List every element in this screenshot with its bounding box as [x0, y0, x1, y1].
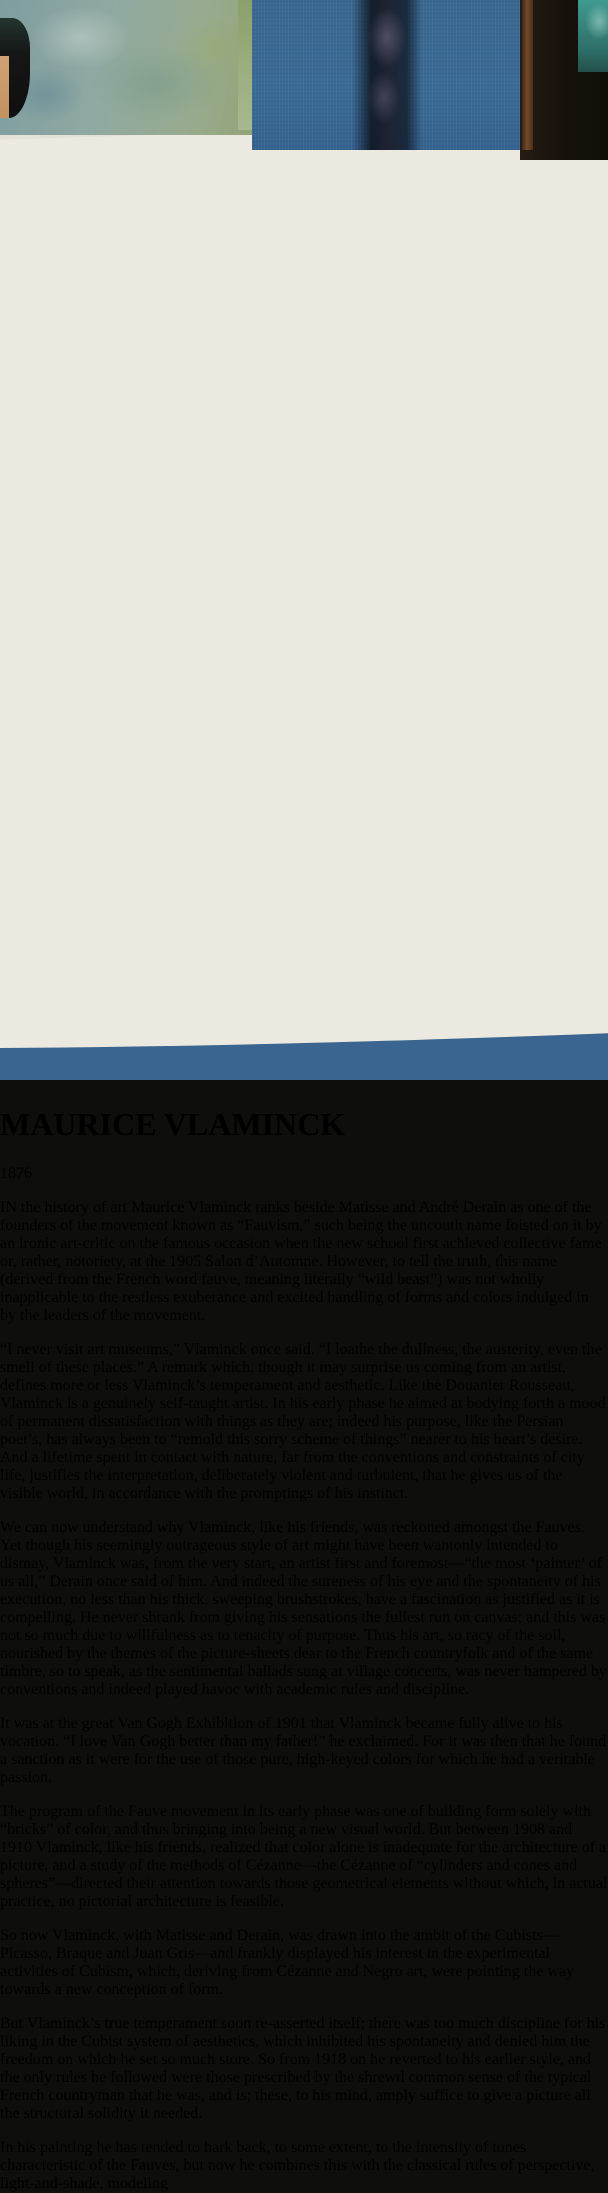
lead-paragraph-text: the history of art Maurice Vlaminck ranks beside Matisse and André Derain as one of the founders of the movement known as “Fauvism,” such being the uncouth name foisted on it by an ironic art-critic on the famous occasion when the new school first achieved collective fame or, rather, notoriety, at the 1905 Salon d’Automne. However, to tell the truth, this name (derived from the French word fauve, meaning literally “wild beast”) was not wholly inapplicable to the restless exuberance and excited handling of forms and colors indulged in by the leaders of the movement. [0, 1198, 602, 1324]
article-paragraph: We can now understand why Vlaminck, like his friends, was reckoned amongst the Fauves. Yet though his seemingly outrageous style of art might have been wantonly intended to dismay, Vlaminck was, from the very start, an artist first and foremost—“the most ‘painter’ of us all,” Derain once said of him. And indeed the sureness of his eye and the spontaneity of his execution, no less than his thick, sweeping brushstrokes, have a fascination as justified as it is compelling. He never shrank from giving his sensations the fullest run on canvas; and this was not so much due to willfulness as to tenacity of purpose. Thus his art, so racy of the soil, nourished by the themes of the picture-sheets dear to the French countryfolk and of the same timbre, so to speak, as the sentimental ballads sung at village concerts, was never hampered by conventions and indeed played havoc with academic rules and discipline. [0, 1518, 607, 1698]
painting-corner-top-right [578, 0, 608, 72]
article-paragraph: So now Vlaminck, with Matisse and Derain, was drawn into the ambit of the Cubists—Picasso, Braque and Juan Gris—and frankly displayed his interest in the experimental activities of Cubism, which, deriving from Cézanne and Negro art, were pointing the way towards a new conception of form. [0, 1926, 575, 1998]
page-title: MAURICE VLAMINCK [0, 1106, 346, 1143]
article-paragraph: It was at the great Van Gogh Exhibition of 1901 that Vlaminck became fully alive to his vocation. “I love Van Gogh better than my father!” he exclaimed. For it was then that he found a sanction as it were for the use of those pure, high-keyed colors for which he had a veritable passion. [0, 1714, 607, 1786]
printed-page-content [0, 1106, 608, 2192]
book-spine-shadow [352, 0, 422, 150]
publication-year: 1876 [0, 1164, 32, 1182]
article-paragraph: In his painting he has tended to hark back, to some extent, to the intensity of tones characteristic of the Fauves, but now he combines this with the classical rules of perspective, light-and-shade, modeling [0, 2138, 595, 2192]
article-paragraph: “I never visit art museums,” Vlaminck once said. “I loathe the dullness, the austerity, even the smell of these places.” A remark which, though it may surprise us coming from an artist, defines more or less Vlaminck’s temperament and aesthetic. Like the Douanier Rousseau, Vlaminck is a genuinely self-taught artist. In his early phase he aimed at bodying forth a mood of permanent dissatisfaction with things as they are; indeed his purpose, like the Persian poet’s, has always been to “remold this sorry scheme of things” nearer to his heart’s desire. And a lifetime spent in contact with nature, far from the conventions and constraints of city life, justifies the interpretation, deliberately violent and turbulent, that he gives us of the visible world, in accordance with the promptings of his instinct. [0, 1340, 606, 1502]
tan-edge-left [0, 56, 9, 118]
article-lead-paragraph [0, 1199, 608, 1325]
article-text [0, 1199, 608, 2193]
article-paragraph: The program of the Fauve movement in its early phase was one of building form solely with “bricks” of color, and thus bringing into being a new visual world. But between 1908 and 1910 Vlaminck, like his friends, realized that color alone is inadequate for the architecture of a picture, and a study of the methods of Cézanne—the Cézanne of “cylinders and cones and spheres”—directed their attention towards those geometrical elements without which, in actual practice, no pictorial architecture is feasible. [0, 1802, 608, 1910]
frame-edge-bar [522, 0, 533, 150]
lead-smallcap: N [5, 1198, 17, 1216]
drop-cap: I [0, 1198, 6, 1216]
article-paragraph: But Vlaminck’s true temperament soon re-asserted itself; there was too much discipline for his liking in the Cubist system of aesthetics, which inhibited his spontaneity and denied him the freedom on which he set so much store. So from 1918 on he reverted to his earlier style, and the only rules he followed were those prescribed by the shrewd common sense of the typical French countryman that he was, and is; these, to his mind, amply suffice to give a picture all the structural solidity it needed. [0, 2014, 606, 2122]
painting-top-left [0, 0, 252, 135]
backdrop [0, 0, 608, 1080]
